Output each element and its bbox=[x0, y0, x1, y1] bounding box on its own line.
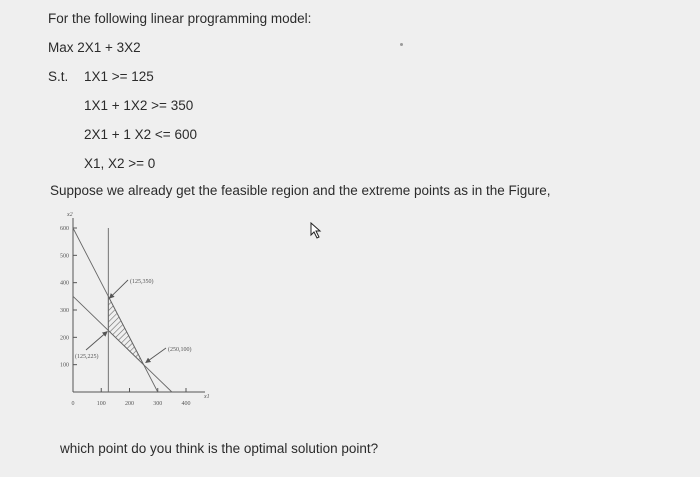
x-tick-label-200: 200 bbox=[125, 401, 134, 407]
figure-intro-text: Suppose we already get the feasible region and the extreme points as in the Figure, bbox=[50, 183, 551, 198]
y-axis-label: x2 bbox=[67, 212, 73, 218]
y-tick-label-500: 500 bbox=[60, 253, 69, 260]
objective-function: Max 2X1 + 3X2 bbox=[48, 40, 141, 55]
annotation-arrow-3 bbox=[146, 348, 166, 363]
x-tick-label-0: 0 bbox=[71, 401, 75, 407]
annotation-label-1: (125,350) bbox=[130, 279, 154, 285]
x-tick-label-100: 100 bbox=[96, 401, 106, 407]
y-tick-label-600: 600 bbox=[60, 226, 69, 232]
y-tick-label-300: 300 bbox=[60, 308, 69, 314]
subject-to-label: S.t. bbox=[48, 69, 69, 84]
constraint-line-3 bbox=[73, 228, 158, 392]
nonnegativity-constraint: X1, X2 >= 0 bbox=[84, 156, 156, 171]
annotation-label-3: (250,100) bbox=[168, 347, 192, 353]
y-tick-label-400: 400 bbox=[60, 280, 69, 287]
annotation-arrow-1 bbox=[109, 280, 128, 298]
question-text: which point do you think is the optimal solution point? bbox=[60, 441, 379, 456]
constraint-1: 1X1 >= 125 bbox=[84, 69, 154, 84]
annotation-label-2: (125,225) bbox=[75, 354, 99, 360]
constraint-3: 2X1 + 1 X2 <= 600 bbox=[84, 127, 197, 142]
x-tick-label-400: 400 bbox=[181, 401, 191, 407]
annotation-arrow-2 bbox=[86, 332, 107, 351]
y-tick-label-200: 200 bbox=[60, 335, 69, 342]
x-axis-label: x1 bbox=[204, 394, 210, 400]
x-tick-label-300: 300 bbox=[153, 401, 163, 407]
intro-text: For the following linear programming model: bbox=[48, 11, 312, 26]
constraint-line-2 bbox=[73, 296, 172, 392]
constraint-2: 1X1 + 1X2 >= 350 bbox=[84, 98, 194, 113]
y-tick-label-100: 100 bbox=[60, 362, 69, 369]
